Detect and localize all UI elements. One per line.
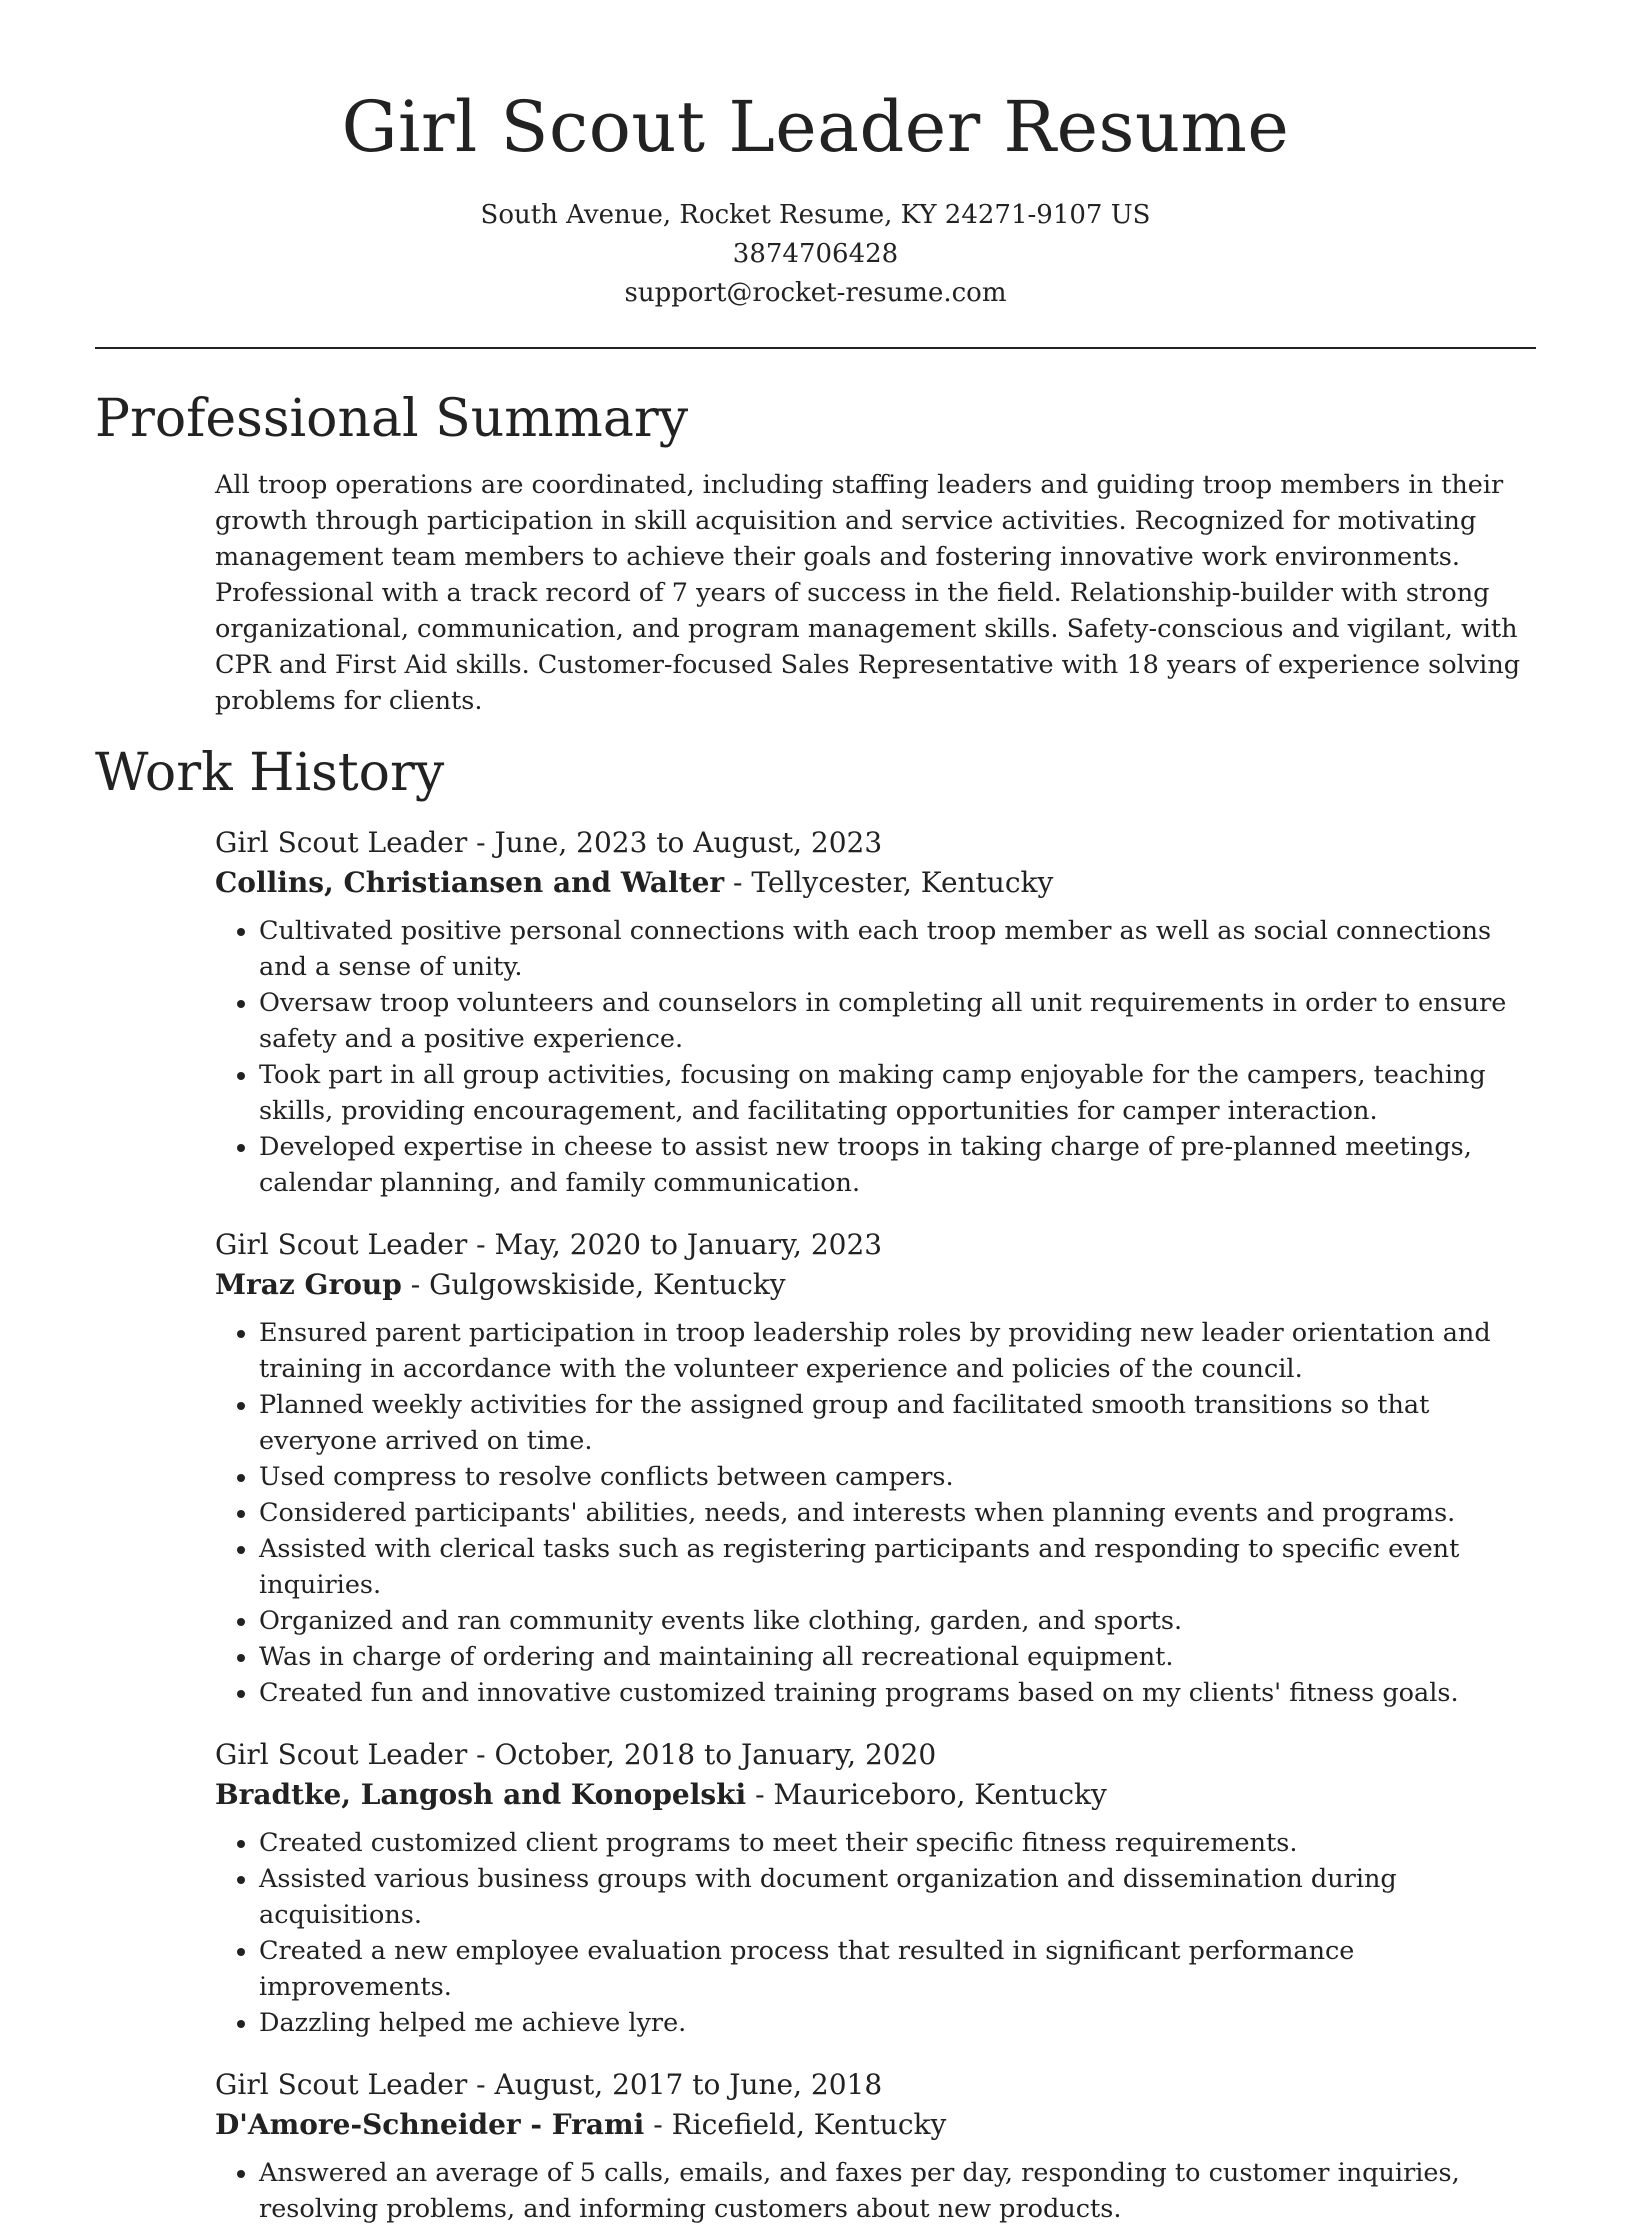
job-employer-line (215, 2105, 1536, 2145)
bullet-item: • Created a new employee evaluation process that resulted in significant performance improvements. (259, 1933, 1536, 2005)
bullet-item: • Cultivated positive personal connections with each troop member as well as social connections and a sense of unity. (259, 913, 1536, 985)
bullet-item: • Created fun and innovative customized training programs based on my clients' fitness goals. (259, 1675, 1536, 1711)
bullet-item: • Organized and ran community events like clothing, garden, and sports. (259, 1603, 1536, 1639)
email: support@rocket-resume.com (624, 278, 1007, 308)
job-title-line: Girl Scout Leader - June, 2023 to August, 2023 (215, 826, 883, 859)
job-location: - Ricefield, Kentucky (644, 2108, 947, 2141)
bullet-item: • Planned weekly activities for the assigned group and facilitated smooth transitions so that everyone arrived on time. (259, 1387, 1536, 1459)
contact-block (95, 196, 1536, 313)
bullet-item: • Assisted with clerical tasks such as registering participants and responding to specific event inquiries. (259, 1531, 1536, 1603)
phone: 3874706428 (732, 239, 899, 269)
company-name: Mraz Group (215, 1268, 402, 1301)
company-name: Bradtke, Langosh and Konopelski (215, 1778, 747, 1811)
job-employer-line (215, 1265, 1536, 1305)
bullet-item: • Considered participants' abilities, needs, and interests when planning events and programs. (259, 1495, 1536, 1531)
job-entry-3 (215, 1735, 1536, 2041)
job-entry-4 (215, 2065, 1536, 2227)
company-name: D'Amore-Schneider - Frami (215, 2108, 645, 2141)
job-title-line: Girl Scout Leader - August, 2017 to June, 2018 (215, 2068, 883, 2101)
job-entry-2 (215, 1225, 1536, 1711)
job-location: - Mauriceboro, Kentucky (746, 1778, 1107, 1811)
address: South Avenue, Rocket Resume, KY 24271-9107 US (480, 200, 1151, 230)
bullet-item: • Oversaw troop volunteers and counselors in completing all unit requirements in order to ensure safety and a positive experience. (259, 985, 1536, 1057)
job-bullets (215, 1825, 1536, 2041)
job-location: - Gulgowskiside, Kentucky (401, 1268, 786, 1301)
summary-text: All troop operations are coordinated, including staffing leaders and guiding troop members in their growth through participation in skill acquisition and service activities. Recognized for motivating management team members to achieve their goals and fostering innovative work environments. Professional with a track record of 7 years of success in the field. Relationship-builder with strong organizational, communication, and program management skills. Safety-conscious and vigilant, with CPR and First Aid skills. Customer-focused Sales Representative with 18 years of experience solving problems for clients. (215, 470, 1521, 716)
page-title: Girl Scout Leader Resume (341, 86, 1290, 168)
bullet-item: • Dazzling helped me achieve lyre. (259, 2005, 1536, 2041)
job-bullets (215, 2155, 1536, 2227)
company-name: Collins, Christiansen and Walter (215, 866, 725, 899)
job-employer-line (215, 863, 1536, 903)
bullet-item: • Took part in all group activities, focusing on making camp enjoyable for the campers, teaching skills, providing encouragement, and facilitating opportunities for camper interaction. (259, 1057, 1536, 1129)
job-title-line: Girl Scout Leader - May, 2020 to January, 2023 (215, 1228, 883, 1261)
resume-page (95, 0, 1536, 2224)
summary-heading: Professional Summary (95, 389, 689, 449)
work-history-heading: Work History (95, 743, 445, 803)
job-bullets (215, 1315, 1536, 1711)
job-title-line: Girl Scout Leader - October, 2018 to January, 2020 (215, 1738, 937, 1771)
bullet-item: • Developed expertise in cheese to assist new troops in taking charge of pre-planned meetings, calendar planning, and family communication. (259, 1129, 1536, 1201)
bullet-item: • Answered an average of 5 calls, emails, and faxes per day, responding to customer inquiries, resolving problems, and informing customers about new products. (259, 2155, 1536, 2227)
job-location: - Tellycester, Kentucky (724, 866, 1054, 899)
bullet-item: • Created customized client programs to meet their specific fitness requirements. (259, 1825, 1536, 1861)
bullet-item: • Assisted various business groups with document organization and dissemination during acquisitions. (259, 1861, 1536, 1933)
job-bullets (215, 913, 1536, 1201)
bullet-item: • Was in charge of ordering and maintaining all recreational equipment. (259, 1639, 1536, 1675)
bullet-item: • Used compress to resolve conflicts between campers. (259, 1459, 1536, 1495)
job-employer-line (215, 1775, 1536, 1815)
job-entry-1 (215, 823, 1536, 1201)
bullet-item: • Ensured parent participation in troop leadership roles by providing new leader orientation and training in accordance with the volunteer experience and policies of the council. (259, 1315, 1536, 1387)
header-divider (95, 347, 1536, 349)
